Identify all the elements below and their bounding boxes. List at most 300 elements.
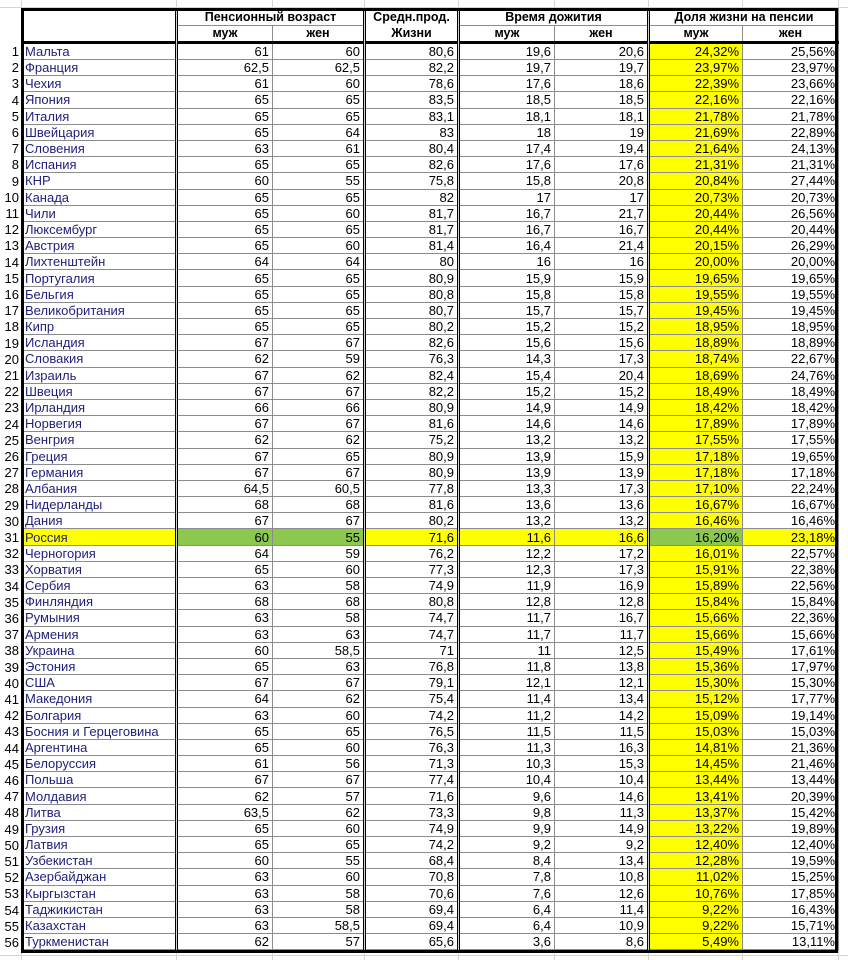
pension-age-male-cell[interactable]: 67 [177, 335, 273, 351]
avg-life-cell[interactable]: 81,7 [365, 221, 459, 237]
survival-male-cell[interactable]: 3,6 [459, 934, 555, 950]
survival-female-cell[interactable]: 14,2 [555, 707, 649, 723]
share-male-cell[interactable]: 24,32% [649, 43, 743, 60]
country-cell[interactable]: Венгрия [22, 432, 177, 448]
row-number[interactable]: 5 [11, 108, 19, 124]
country-cell[interactable]: Таджикистан [22, 901, 177, 917]
survival-female-cell[interactable]: 11,7 [555, 626, 649, 642]
avg-life-cell[interactable]: 82,2 [365, 60, 459, 76]
survival-male-cell[interactable]: 10,4 [459, 772, 555, 788]
avg-life-header[interactable]: Средн.прод. [365, 9, 459, 26]
row-number[interactable]: 18 [4, 319, 19, 335]
share-female-cell[interactable]: 21,78% [743, 108, 839, 124]
pension-age-female-cell[interactable]: 59 [273, 545, 365, 561]
pension-age-male-cell[interactable]: 67 [177, 675, 273, 691]
row-number[interactable]: 14 [4, 254, 19, 270]
share-female-cell[interactable]: 27,44% [743, 173, 839, 189]
survival-male-cell[interactable]: 18 [459, 124, 555, 140]
survival-female-cell[interactable]: 14,6 [555, 788, 649, 804]
row-number[interactable]: 7 [11, 141, 19, 157]
row-number[interactable]: 4 [11, 92, 19, 108]
share-female-cell[interactable]: 15,03% [743, 723, 839, 739]
survival-male-cell[interactable]: 15,4 [459, 367, 555, 383]
pension-age-male-cell[interactable]: 67 [177, 416, 273, 432]
share-male-cell[interactable]: 17,55% [649, 432, 743, 448]
share-female-cell[interactable]: 20,44% [743, 221, 839, 237]
pension-age-female-cell[interactable]: 55 [273, 853, 365, 869]
pension-age-female-cell[interactable]: 67 [273, 464, 365, 480]
share-female-cell[interactable]: 21,46% [743, 756, 839, 772]
pension-age-male-cell[interactable]: 67 [177, 383, 273, 399]
share-female-cell[interactable]: 15,84% [743, 594, 839, 610]
survival-male-cell[interactable]: 15,2 [459, 319, 555, 335]
share-male-cell[interactable]: 15,36% [649, 658, 743, 674]
pension-age-male-cell[interactable]: 64 [177, 254, 273, 270]
pension-age-female-cell[interactable]: 60 [273, 76, 365, 92]
country-cell[interactable]: Норвегия [22, 416, 177, 432]
survival-female-cell[interactable]: 13,6 [555, 497, 649, 513]
pension-age-male-cell[interactable]: 62 [177, 934, 273, 950]
share-female-cell[interactable]: 22,89% [743, 124, 839, 140]
pension-age-female-cell[interactable]: 60,5 [273, 480, 365, 496]
pension-age-male-cell[interactable]: 65 [177, 319, 273, 335]
avg-life-cell[interactable]: 76,8 [365, 658, 459, 674]
row-number[interactable]: 33 [4, 562, 19, 578]
pension-age-male-cell[interactable]: 65 [177, 739, 273, 755]
country-cell[interactable]: Португалия [22, 270, 177, 286]
survival-male-cell[interactable]: 11,8 [459, 658, 555, 674]
pension-age-female-cell[interactable]: 64 [273, 254, 365, 270]
survival-female-cell[interactable]: 11,4 [555, 901, 649, 917]
share-female-cell[interactable]: 16,43% [743, 901, 839, 917]
avg-life-cell[interactable]: 71,6 [365, 788, 459, 804]
avg-life-cell[interactable]: 81,6 [365, 416, 459, 432]
pension-age-male-cell[interactable]: 63 [177, 626, 273, 642]
pension-age-female-cell[interactable]: 68 [273, 497, 365, 513]
pension-age-female-cell[interactable]: 58,5 [273, 642, 365, 658]
avg-life-cell[interactable]: 80,2 [365, 513, 459, 529]
survival-male-header[interactable]: муж [459, 26, 555, 43]
row-number[interactable]: 3 [11, 76, 19, 92]
survival-male-cell[interactable]: 11,2 [459, 707, 555, 723]
share-male-cell[interactable]: 19,55% [649, 286, 743, 302]
row-number[interactable]: 41 [4, 692, 19, 707]
country-cell[interactable]: Австрия [22, 238, 177, 254]
share-male-cell[interactable]: 14,81% [649, 739, 743, 755]
pension-age-male-cell[interactable]: 63 [177, 610, 273, 626]
country-cell[interactable]: Словакия [22, 351, 177, 367]
survival-male-cell[interactable]: 11 [459, 642, 555, 658]
share-female-cell[interactable]: 16,67% [743, 497, 839, 513]
survival-male-cell[interactable]: 6,4 [459, 917, 555, 933]
survival-male-cell[interactable]: 18,1 [459, 108, 555, 124]
survival-female-cell[interactable]: 13,8 [555, 658, 649, 674]
survival-female-cell[interactable]: 15,9 [555, 448, 649, 464]
country-cell[interactable]: Германия [22, 464, 177, 480]
share-male-cell[interactable]: 10,76% [649, 885, 743, 901]
survival-female-cell[interactable]: 10,9 [555, 917, 649, 933]
pension-age-male-cell[interactable]: 62 [177, 432, 273, 448]
survival-female-cell[interactable]: 16,3 [555, 739, 649, 755]
country-cell[interactable]: Япония [22, 92, 177, 108]
pension-age-female-cell[interactable]: 68 [273, 594, 365, 610]
row-number[interactable]: 36 [4, 611, 19, 626]
pension-age-female-cell[interactable]: 60 [273, 739, 365, 755]
country-cell[interactable]: Люксембург [22, 221, 177, 237]
share-male-cell[interactable]: 21,69% [649, 124, 743, 140]
survival-male-cell[interactable]: 11,7 [459, 610, 555, 626]
share-male-cell[interactable]: 13,37% [649, 804, 743, 820]
share-female-cell[interactable]: 17,77% [743, 691, 839, 707]
pension-age-female-cell[interactable]: 60 [273, 707, 365, 723]
country-cell[interactable]: Великобритания [22, 302, 177, 318]
pension-age-male-cell[interactable]: 63 [177, 885, 273, 901]
country-cell[interactable]: Израиль [22, 367, 177, 383]
share-female-cell[interactable]: 13,44% [743, 772, 839, 788]
country-cell[interactable]: Армения [22, 626, 177, 642]
share-female-cell[interactable]: 20,73% [743, 189, 839, 205]
avg-life-cell[interactable]: 80,6 [365, 43, 459, 60]
survival-male-cell[interactable]: 15,6 [459, 335, 555, 351]
pension-age-female-cell[interactable]: 60 [273, 43, 365, 60]
survival-male-cell[interactable]: 17 [459, 189, 555, 205]
survival-female-cell[interactable]: 13,2 [555, 432, 649, 448]
country-cell[interactable]: Македония [22, 691, 177, 707]
pension-age-male-cell[interactable]: 63 [177, 901, 273, 917]
share-female-cell[interactable]: 19,65% [743, 270, 839, 286]
avg-life-cell[interactable]: 74,2 [365, 837, 459, 853]
avg-life-cell[interactable]: 68,4 [365, 853, 459, 869]
share-male-cell[interactable]: 22,39% [649, 76, 743, 92]
avg-life-cell[interactable]: 77,3 [365, 561, 459, 577]
country-cell[interactable]: Кыргызстан [22, 885, 177, 901]
avg-life-cell[interactable]: 83 [365, 124, 459, 140]
pension-age-male-cell[interactable]: 65 [177, 561, 273, 577]
pension-age-male-cell[interactable]: 62 [177, 788, 273, 804]
survival-male-cell[interactable]: 16 [459, 254, 555, 270]
avg-life-cell[interactable]: 75,4 [365, 691, 459, 707]
row-number[interactable]: 52 [4, 870, 19, 886]
country-cell[interactable]: Финляндия [22, 594, 177, 610]
survival-male-cell[interactable]: 9,8 [459, 804, 555, 820]
share-male-cell[interactable]: 15,84% [649, 594, 743, 610]
share-male-cell[interactable]: 17,18% [649, 464, 743, 480]
pension-age-female-cell[interactable]: 57 [273, 934, 365, 950]
row-number[interactable]: 51 [4, 854, 19, 869]
survival-female-cell[interactable]: 18,1 [555, 108, 649, 124]
pension-age-female-cell[interactable]: 58 [273, 885, 365, 901]
survival-female-cell[interactable]: 18,5 [555, 92, 649, 108]
pension-age-female-cell[interactable]: 60 [273, 869, 365, 885]
survival-male-cell[interactable]: 19,7 [459, 60, 555, 76]
survival-female-cell[interactable]: 16,9 [555, 578, 649, 594]
survival-female-cell[interactable]: 18,6 [555, 76, 649, 92]
survival-male-cell[interactable]: 17,6 [459, 157, 555, 173]
share-male-cell[interactable]: 18,69% [649, 367, 743, 383]
pension-age-female-cell[interactable]: 65 [273, 189, 365, 205]
row-number[interactable]: 13 [4, 238, 19, 254]
pension-age-male-cell[interactable]: 65 [177, 658, 273, 674]
country-cell[interactable]: Кипр [22, 319, 177, 335]
avg-life-cell[interactable]: 71 [365, 642, 459, 658]
survival-female-cell[interactable]: 14,6 [555, 416, 649, 432]
country-cell[interactable]: Албания [22, 480, 177, 496]
survival-female-cell[interactable]: 21,4 [555, 238, 649, 254]
row-number[interactable]: 6 [11, 125, 19, 140]
share-female-cell[interactable]: 22,36% [743, 610, 839, 626]
country-cell[interactable]: Черногория [22, 545, 177, 561]
share-male-cell[interactable]: 18,42% [649, 399, 743, 415]
survival-male-cell[interactable]: 15,8 [459, 173, 555, 189]
avg-life-cell[interactable]: 71,3 [365, 756, 459, 772]
avg-life-cell[interactable]: 79,1 [365, 675, 459, 691]
country-cell[interactable]: Польша [22, 772, 177, 788]
pension-age-male-cell[interactable]: 65 [177, 820, 273, 836]
share-male-cell[interactable]: 19,45% [649, 302, 743, 318]
share-male-cell[interactable]: 19,65% [649, 270, 743, 286]
survival-female-cell[interactable]: 15,9 [555, 270, 649, 286]
pension-age-female-cell[interactable]: 61 [273, 140, 365, 156]
share-female-cell[interactable]: 17,55% [743, 432, 839, 448]
pension-age-female-cell[interactable]: 64 [273, 124, 365, 140]
survival-male-cell[interactable]: 10,3 [459, 756, 555, 772]
country-cell[interactable]: Болгария [22, 707, 177, 723]
avg-life-cell[interactable]: 80,9 [365, 464, 459, 480]
pension-age-male-cell[interactable]: 61 [177, 756, 273, 772]
share-male-cell[interactable]: 12,28% [649, 853, 743, 869]
pension-age-male-cell[interactable]: 63 [177, 140, 273, 156]
share-male-cell[interactable]: 5,49% [649, 934, 743, 950]
share-male-cell[interactable]: 16,01% [649, 545, 743, 561]
share-female-cell[interactable]: 26,29% [743, 238, 839, 254]
share-male-cell[interactable]: 18,95% [649, 319, 743, 335]
share-male-cell[interactable]: 23,97% [649, 60, 743, 76]
row-number[interactable]: 21 [4, 368, 19, 383]
avg-life-cell[interactable]: 69,4 [365, 901, 459, 917]
country-header-cell[interactable] [22, 9, 177, 43]
pension-age-female-cell[interactable]: 62 [273, 804, 365, 820]
pension-age-male-cell[interactable]: 60 [177, 173, 273, 189]
row-number[interactable]: 12 [4, 222, 19, 238]
avg-life-cell[interactable]: 76,5 [365, 723, 459, 739]
country-cell[interactable]: Босния и Герцеговина [22, 723, 177, 739]
country-cell[interactable]: Дания [22, 513, 177, 529]
avg-life-cell[interactable]: 78,6 [365, 76, 459, 92]
row-number[interactable]: 15 [4, 270, 19, 286]
survival-male-cell[interactable]: 19,6 [459, 43, 555, 60]
pension-age-female-cell[interactable]: 65 [273, 157, 365, 173]
share-male-cell[interactable]: 20,73% [649, 189, 743, 205]
share-male-cell[interactable]: 20,44% [649, 205, 743, 221]
country-cell[interactable]: Литва [22, 804, 177, 820]
survival-male-cell[interactable]: 11,5 [459, 723, 555, 739]
pension-age-female-cell[interactable]: 58 [273, 901, 365, 917]
row-number[interactable]: 1 [11, 44, 19, 59]
survival-female-cell[interactable]: 19,7 [555, 60, 649, 76]
share-male-cell[interactable]: 21,64% [649, 140, 743, 156]
country-cell[interactable]: Грузия [22, 820, 177, 836]
survival-male-cell[interactable]: 14,3 [459, 351, 555, 367]
avg-life-cell[interactable]: 76,3 [365, 351, 459, 367]
pension-age-female-cell[interactable]: 65 [273, 837, 365, 853]
survival-female-cell[interactable]: 13,2 [555, 513, 649, 529]
avg-life-cell[interactable]: 76,3 [365, 739, 459, 755]
pension-age-female-cell[interactable]: 65 [273, 319, 365, 335]
share-male-cell[interactable]: 15,66% [649, 626, 743, 642]
survival-female-cell[interactable]: 15,3 [555, 756, 649, 772]
share-male-cell[interactable]: 9,22% [649, 901, 743, 917]
survival-female-cell[interactable]: 13,4 [555, 691, 649, 707]
survival-female-cell[interactable]: 12,5 [555, 642, 649, 658]
share-female-cell[interactable]: 20,39% [743, 788, 839, 804]
survival-male-cell[interactable]: 13,9 [459, 448, 555, 464]
share-male-cell[interactable]: 13,22% [649, 820, 743, 836]
pension-age-male-cell[interactable]: 60 [177, 642, 273, 658]
share-female-cell[interactable]: 19,45% [743, 302, 839, 318]
pension-age-male-cell[interactable]: 65 [177, 238, 273, 254]
avg-life-cell[interactable]: 69,4 [365, 917, 459, 933]
survival-male-cell[interactable]: 11,6 [459, 529, 555, 545]
survival-female-cell[interactable]: 16,6 [555, 529, 649, 545]
pension-age-male-cell[interactable]: 63 [177, 578, 273, 594]
country-cell[interactable]: Румыния [22, 610, 177, 626]
row-number[interactable]: 27 [4, 465, 19, 481]
share-female-cell[interactable]: 25,56% [743, 43, 839, 60]
row-number[interactable]: 56 [4, 935, 19, 950]
share-female-cell[interactable]: 24,76% [743, 367, 839, 383]
share-female-cell[interactable]: 21,31% [743, 157, 839, 173]
country-cell[interactable]: США [22, 675, 177, 691]
pension-age-male-cell[interactable]: 65 [177, 286, 273, 302]
pension-age-male-cell[interactable]: 68 [177, 497, 273, 513]
survival-male-cell[interactable]: 17,4 [459, 140, 555, 156]
share-female-cell[interactable]: 22,38% [743, 561, 839, 577]
share-female-cell[interactable]: 19,14% [743, 707, 839, 723]
pension-age-male-cell[interactable]: 65 [177, 189, 273, 205]
share-male-cell[interactable]: 17,18% [649, 448, 743, 464]
pension-age-female-cell[interactable]: 62 [273, 367, 365, 383]
row-number[interactable]: 26 [4, 449, 19, 464]
survival-female-cell[interactable]: 11,5 [555, 723, 649, 739]
survival-female-cell[interactable]: 16 [555, 254, 649, 270]
avg-life-cell[interactable]: 71,6 [365, 529, 459, 545]
share-male-cell[interactable]: 17,89% [649, 416, 743, 432]
survival-male-cell[interactable]: 11,7 [459, 626, 555, 642]
avg-life-cell[interactable]: 82,6 [365, 335, 459, 351]
survival-female-cell[interactable]: 17 [555, 189, 649, 205]
share-male-cell[interactable]: 15,12% [649, 691, 743, 707]
country-cell[interactable]: Испания [22, 157, 177, 173]
share-female-cell[interactable]: 18,89% [743, 335, 839, 351]
pension-age-female-cell[interactable]: 65 [273, 723, 365, 739]
share-female-cell[interactable]: 15,42% [743, 804, 839, 820]
survival-female-cell[interactable]: 13,4 [555, 853, 649, 869]
survival-female-cell[interactable]: 15,8 [555, 286, 649, 302]
survival-female-cell[interactable]: 17,3 [555, 561, 649, 577]
avg-life-cell[interactable]: 82,6 [365, 157, 459, 173]
survival-female-cell[interactable]: 17,2 [555, 545, 649, 561]
share-male-cell[interactable]: 15,89% [649, 578, 743, 594]
row-number[interactable]: 40 [4, 675, 19, 691]
country-cell[interactable]: Сербия [22, 578, 177, 594]
avg-life-cell[interactable]: 81,4 [365, 238, 459, 254]
avg-life-cell[interactable]: 77,4 [365, 772, 459, 788]
share-female-cell[interactable]: 22,24% [743, 480, 839, 496]
pension-age-female-cell[interactable]: 58 [273, 578, 365, 594]
pension-age-female-cell[interactable]: 65 [273, 448, 365, 464]
survival-male-cell[interactable]: 7,8 [459, 869, 555, 885]
country-cell[interactable]: Швеция [22, 383, 177, 399]
survival-female-cell[interactable]: 16,7 [555, 221, 649, 237]
share-female-cell[interactable]: 19,55% [743, 286, 839, 302]
survival-male-cell[interactable]: 15,8 [459, 286, 555, 302]
country-cell[interactable]: Чили [22, 205, 177, 221]
pension-age-female-cell[interactable]: 57 [273, 788, 365, 804]
pension-age-male-cell[interactable]: 67 [177, 513, 273, 529]
survival-male-cell[interactable]: 15,7 [459, 302, 555, 318]
pension-age-female-cell[interactable]: 60 [273, 205, 365, 221]
country-cell[interactable]: Узбекистан [22, 853, 177, 869]
share-female-cell[interactable]: 18,49% [743, 383, 839, 399]
row-number[interactable]: 10 [4, 189, 19, 205]
row-number[interactable]: 43 [4, 724, 19, 740]
pension-age-male-cell[interactable]: 65 [177, 221, 273, 237]
row-number[interactable]: 37 [4, 627, 19, 643]
pension-age-female-cell[interactable]: 60 [273, 238, 365, 254]
survival-male-cell[interactable]: 13,2 [459, 513, 555, 529]
row-number[interactable]: 9 [11, 173, 19, 189]
pension-age-male-cell[interactable]: 61 [177, 43, 273, 60]
country-cell[interactable]: Азербайджан [22, 869, 177, 885]
avg-life-cell[interactable]: 74,9 [365, 578, 459, 594]
row-number[interactable]: 2 [11, 60, 19, 76]
survival-male-cell[interactable]: 14,6 [459, 416, 555, 432]
survival-female-cell[interactable]: 20,4 [555, 367, 649, 383]
share-male-cell[interactable]: 18,49% [649, 383, 743, 399]
pension-age-male-cell[interactable]: 65 [177, 270, 273, 286]
row-number[interactable]: 44 [4, 740, 19, 756]
life-share-header[interactable]: Доля жизни на пенсии [649, 9, 839, 26]
pension-age-male-cell[interactable]: 64 [177, 545, 273, 561]
survival-male-cell[interactable]: 9,9 [459, 820, 555, 836]
share-male-cell[interactable]: 11,02% [649, 869, 743, 885]
pension-age-female-cell[interactable]: 65 [273, 221, 365, 237]
avg-life-cell[interactable]: 80,9 [365, 270, 459, 286]
survival-male-cell[interactable]: 16,7 [459, 205, 555, 221]
pension-age-male-cell[interactable]: 66 [177, 399, 273, 415]
share-male-cell[interactable]: 15,66% [649, 610, 743, 626]
avg-life-cell[interactable]: 74,7 [365, 610, 459, 626]
pension-age-male-cell[interactable]: 61 [177, 76, 273, 92]
share-male-cell[interactable]: 15,03% [649, 723, 743, 739]
share-female-cell[interactable]: 22,16% [743, 92, 839, 108]
avg-life-cell[interactable]: 70,8 [365, 869, 459, 885]
pension-age-female-cell[interactable]: 65 [273, 108, 365, 124]
share-female-header[interactable]: жен [743, 26, 839, 43]
row-number[interactable]: 54 [4, 902, 19, 918]
pension-age-female-cell[interactable]: 65 [273, 302, 365, 318]
share-female-cell[interactable]: 17,89% [743, 416, 839, 432]
survival-female-cell[interactable]: 15,2 [555, 319, 649, 335]
share-female-cell[interactable]: 16,46% [743, 513, 839, 529]
pension-age-male-cell[interactable]: 65 [177, 205, 273, 221]
survival-male-cell[interactable]: 13,9 [459, 464, 555, 480]
share-male-cell[interactable]: 15,91% [649, 561, 743, 577]
pension-age-male-cell[interactable]: 64 [177, 691, 273, 707]
survival-female-header[interactable]: жен [555, 26, 649, 43]
avg-life-cell[interactable]: 81,6 [365, 497, 459, 513]
survival-male-cell[interactable]: 14,9 [459, 399, 555, 415]
